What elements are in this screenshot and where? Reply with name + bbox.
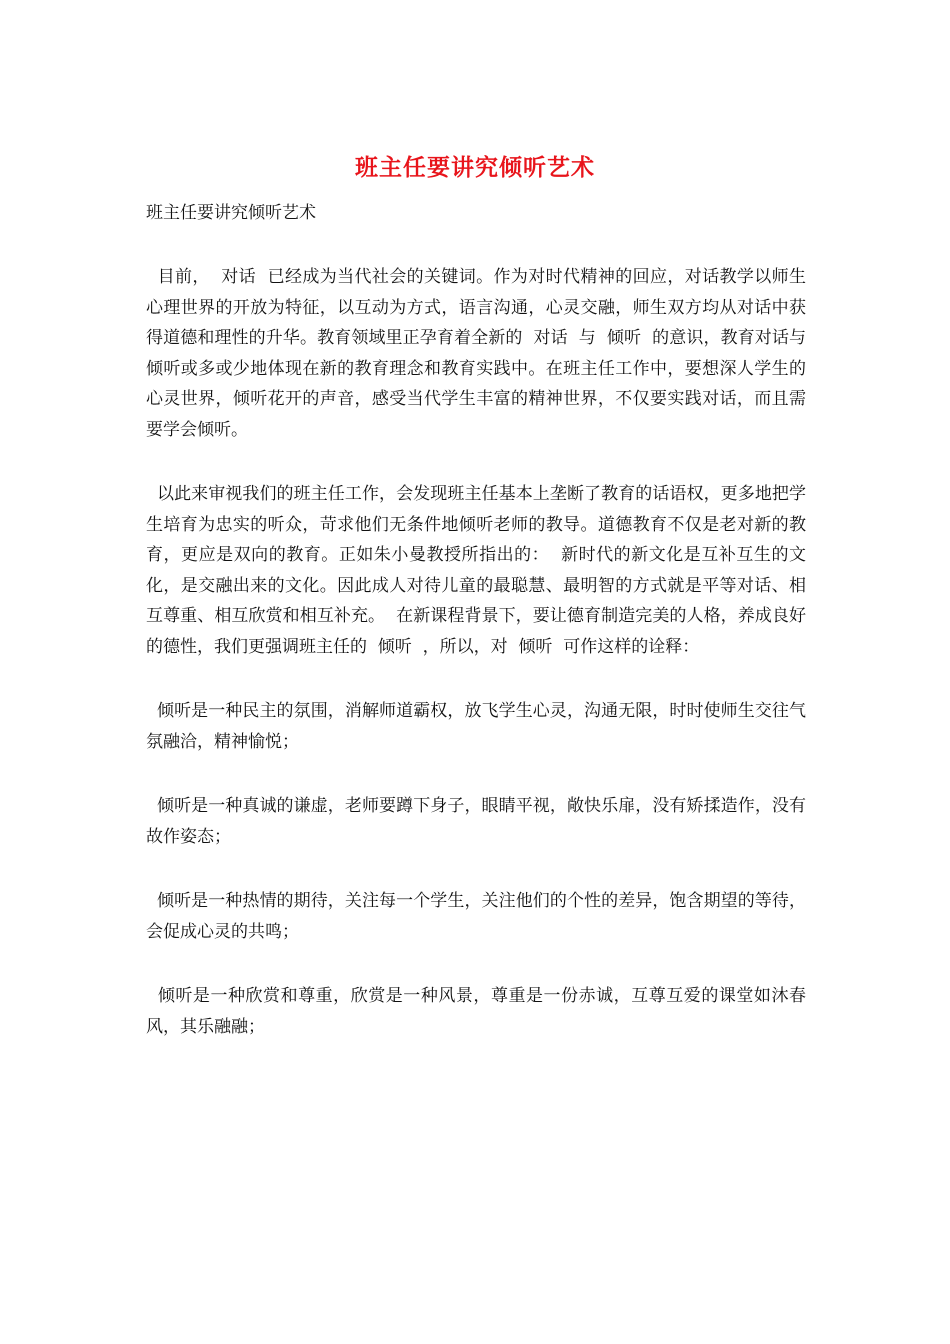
document-body: [146, 262, 806, 1076]
paragraph-4: 倾听是一种真诚的谦虚，老师要蹲下身子，眼睛平视，敞快乐扉，没有矫揉造作，没有故作姿态；: [146, 796, 807, 847]
paragraph-2: 以此来审视我们的班主任工作，会发现班主任基本上垄断了教育的话语权，更多地把学生培育为忠实的听众，苛求他们无条件地倾听老师的教导。道德教育不仅是老对新的教育，更应是双向的教育。正如朱小曼教授所指出的： 新时代的新文化是互补互生的文化，是交融出来的文化。因此成人对待儿童的最聪慧、最明智的方式就是平等对话、相互尊重、相互欣赏和相互补充。 在新课程背景下，要让德育制造完美的人格，养成良好的德性，我们更强调班主任的 倾听 ，所以，对 倾听 可作这样的诠释：: [146, 484, 807, 657]
paragraph-3: 倾听是一种民主的氛围，消解师道霸权，放飞学生心灵，沟通无限，时时使师生交往气氛融洽，精神愉悦；: [146, 701, 807, 752]
page-title: 班主任要讲究倾听艺术: [355, 154, 595, 181]
document-subtitle: 班主任要讲究倾听艺术: [146, 203, 316, 223]
paragraph-1: 目前， 对话 已经成为当代社会的关键词。作为对时代精神的回应，对话教学以师生心理世界的开放为特征，以互动为方式，语言沟通，心灵交融，师生双方均从对话中获得道德和理性的升华。教育领域里正孕育着全新的 对话 与 倾听 的意识，教育对话与倾听或多或少地体现在新的教育理念和教育实践中。在班主任工作中，要想深人学生的心灵世界，倾听花开的声音，感受当代学生丰富的精神世界，不仅要实践对话，而且需要学会倾听。: [146, 267, 806, 440]
paragraph-6: 倾听是一种欣赏和尊重，欣赏是一种风景，尊重是一份赤诚，互尊互爱的课堂如沐春风，其乐融融；: [146, 986, 806, 1037]
paragraph-5: 倾听是一种热情的期待，关注每一个学生，关注他们的个性的差异，饱含期望的等待，会促成心灵的共鸣；: [146, 891, 807, 942]
